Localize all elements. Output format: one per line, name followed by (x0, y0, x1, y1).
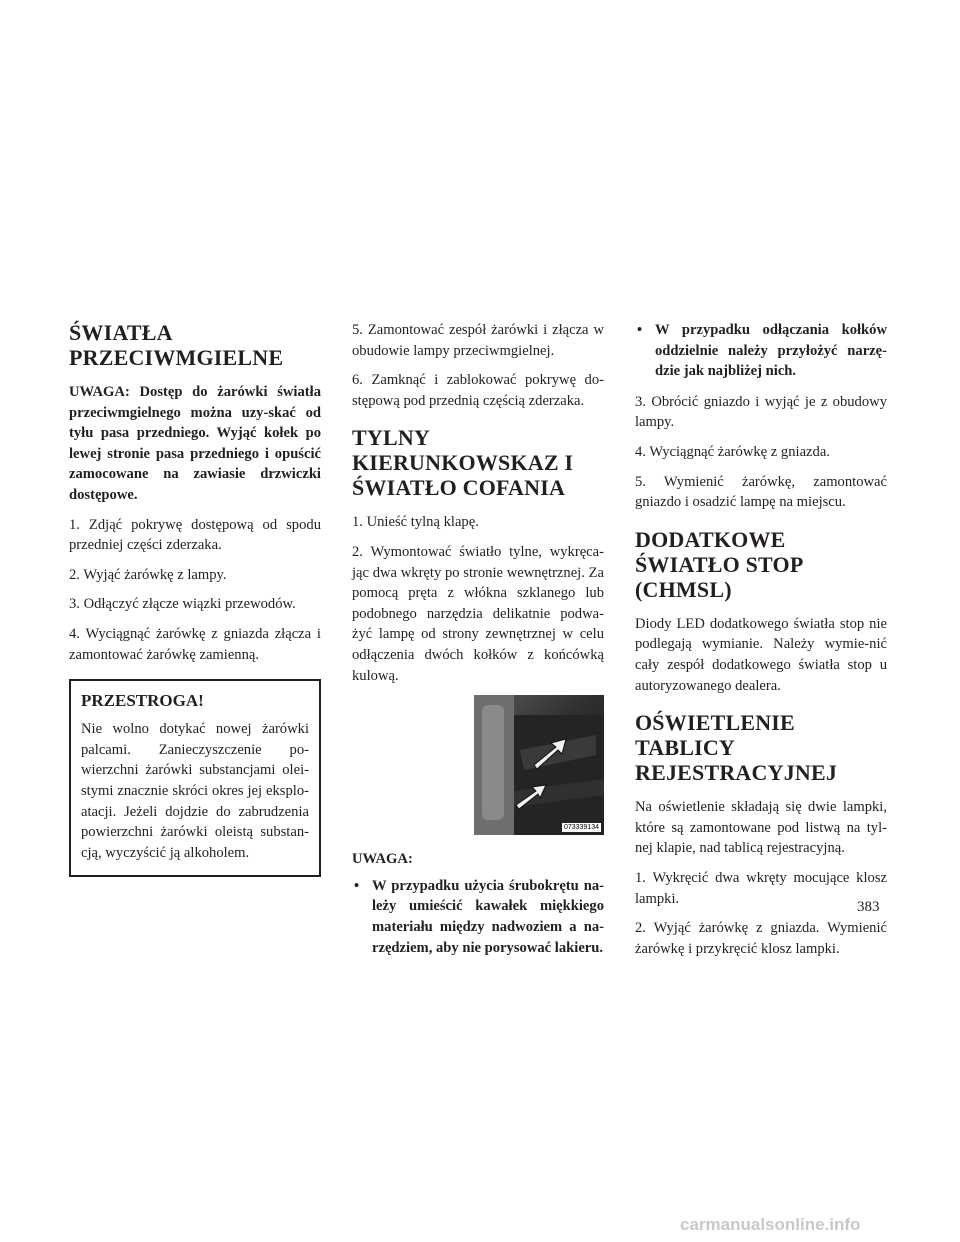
section-heading-license-plate: OŚWIETLENIE TABLICY REJESTRACYJNEJ (635, 710, 838, 786)
note-text: UWAGA: Dostęp do żarówki światła przeciwmgielnego można uzy-skać od tyłu pasa przedniego. Wyjąć kołek po lewej stronie pasa przedniego i opuścić zamocowane na zawiasie drzwiczki dostępowe. (69, 384, 321, 503)
watermark: carmanualsonline.info (680, 1215, 861, 1234)
column-right (635, 320, 887, 968)
step-1: 1. Unieść tylną klapę. (352, 514, 479, 531)
step-2: 2. Wyjąć żarówkę z lampy. (69, 566, 227, 583)
step-1: 1. Zdjąć pokrywę dostępową od spodu przedniej części zderzaka. (69, 516, 321, 554)
caution-box (69, 679, 321, 877)
section-heading-chmsl: DODATKOWE ŚWIATŁO STOP (CHMSL) (635, 526, 803, 602)
chmsl-text: Diody LED dodatkowego światła stop nie podlegają wymianie. Należy wymie-nić cały zespół dodatkowego światła stop u autoryzowanego dealera. (635, 615, 887, 694)
image-code: 073339134 (563, 824, 599, 832)
note-bullets-cont (635, 320, 887, 382)
step-2: 2. Wymontować światło tylne, wykręca-jąc dwa wkręty po stronie wewnętrznej. Za pomocą pręta z włókna szklanego lub podobnego narzędzia delikatnie podwa-żyć lampę od strony zewnętrznej w celu odłączenia dwóch kołków z końcówką kulową. (352, 543, 604, 684)
step-4: 4. Wyciągnąć żarówkę z gniazda złącza i zamontować żarówkę zamienną. (69, 625, 321, 663)
license-plate-text: Na oświetlenie składają się dwie lampki, które są zamontowane pod listwą na tyl-nej klapie, nad tablicą rejestracyjną. (635, 799, 887, 857)
caution-text: Nie wolno dotykać nowej żarówki palcami. Zanieczyszczenie po-wierzchni żarówki substancjami olei-stymi znacznie skróci okres jej eksplo-atacji. Jeżeli dojdzie do zabrudzenia powierzchni żarówki oleistą substan-cją, wyczyścić ją alkoholem. (81, 721, 309, 861)
tail-lamp-illustration (474, 695, 604, 835)
section-heading-fog-lights: ŚWIATŁA PRZECIWMGIELNE (69, 320, 284, 370)
bullet-item: • W przypadku użycia śrubokrętu na-leży umieścić kawałek miękkiego materiału między nadwoziem a na-rzędziem, aby nie porysować lakieru. (354, 877, 604, 956)
tail-lamp-photo (474, 695, 604, 835)
step-5: 5. Wymienić żarówkę, zamontować gniazdo i osadzić lampę na miejscu. (635, 473, 887, 511)
page-number: 383 (857, 899, 880, 915)
bullet-item: • W przypadku odłączania kołków oddzielnie należy przyłożyć narzę-dzie jak najbliżej nich. (637, 322, 887, 380)
column-middle (352, 320, 604, 968)
step-4: 4. Wyciągnąć żarówkę z gniazda. (635, 443, 830, 460)
step-3: 3. Odłączyć złącze wiązki przewodów. (69, 596, 296, 613)
section-heading-rear-lights: TYLNY KIERUNKOWSKAZ I ŚWIATŁO COFANIA (352, 425, 574, 501)
step-5: 5. Zamontować zespół żarówki i złącza w obudowie lampy przeciwmgielnej. (352, 322, 604, 359)
step-1: 1. Wykręcić dwa wkręty mocujące klosz lampki. (635, 869, 887, 907)
column-left (69, 320, 321, 877)
note-label: UWAGA: (352, 851, 413, 868)
step-6: 6. Zamknąć i zablokować pokrywę do-stępową pod przednią częścią zderzaka. (352, 372, 604, 409)
note-bullets (352, 876, 604, 958)
step-3: 3. Obrócić gniazdo i wyjąć je z obudowy lampy. (635, 393, 887, 431)
caution-title: PRZESTROGA! (81, 691, 204, 711)
step-2: 2. Wyjąć żarówkę z gniazda. Wymienić żarówkę i przykręcić klosz lampki. (635, 920, 887, 957)
